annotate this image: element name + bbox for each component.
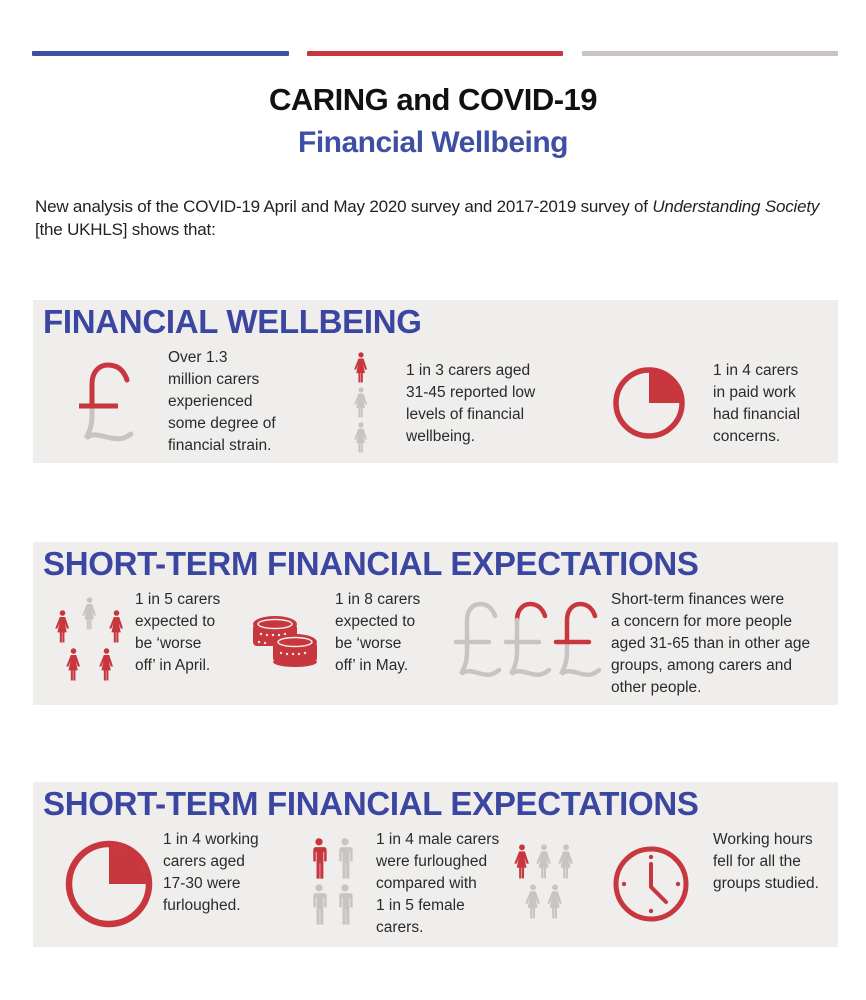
intro-paragraph (35, 195, 835, 241)
stat-male-female-furlough (376, 829, 499, 939)
section-furlough-working-hours (33, 782, 838, 947)
female-people-icon (513, 844, 583, 926)
stat-low-wellbeing (406, 360, 535, 448)
stat-line: compared with (376, 875, 477, 892)
stat-line: off’ in April. (135, 657, 211, 674)
woman-red-icon (513, 844, 531, 880)
stat-line: 1 in 4 working (163, 831, 259, 848)
stat-line: 1 in 4 carers (713, 362, 799, 379)
stat-line: in paid work (713, 384, 796, 401)
woman-red-icon (98, 648, 115, 682)
coins-icon (251, 612, 321, 668)
stat-line: Working hours (713, 831, 813, 848)
stat-line: some degree of (168, 415, 276, 432)
stat-line: wellbeing. (406, 428, 475, 445)
stat-line: furloughed. (163, 897, 241, 914)
stat-line: concerns. (713, 428, 781, 445)
intro-italic-source: Understanding Society (652, 197, 820, 216)
woman-gray-icon (524, 884, 542, 920)
section-financial-wellbeing (33, 300, 838, 463)
stat-line: other people. (611, 679, 702, 696)
man-gray-icon (309, 884, 329, 926)
stat-line: levels of financial (406, 406, 525, 423)
stat-line: 1 in 3 carers aged (406, 362, 531, 379)
woman-red-icon (108, 610, 125, 644)
stat-line: Over 1.3 (168, 349, 228, 366)
section-title: FINANCIAL WELLBEING (43, 303, 422, 340)
man-red-icon (309, 838, 329, 880)
stat-worse-off-may (335, 589, 420, 677)
header-rule-red (307, 51, 563, 56)
clock-icon (611, 844, 691, 924)
male-people-icon (309, 838, 359, 928)
stat-line: groups studied. (713, 875, 819, 892)
stat-line: carers aged (163, 853, 245, 870)
man-gray-icon (335, 838, 355, 880)
stat-line: 17-30 were (163, 875, 241, 892)
stat-line: had financial (713, 406, 801, 423)
stat-short-term-concern (611, 589, 810, 699)
woman-red-icon (353, 352, 369, 384)
stat-line: expected to (135, 613, 216, 630)
stat-line: 1 in 4 male carers (376, 831, 500, 848)
stat-line: expected to (335, 613, 416, 630)
stat-worse-off-april (135, 589, 220, 677)
stat-line: 1 in 8 carers (335, 591, 421, 608)
stat-line: fell for all the (713, 853, 801, 870)
woman-red-icon (65, 648, 82, 682)
stat-line: a concern for more people (611, 613, 792, 630)
header-rule-blue (32, 51, 289, 56)
stat-paid-work-concerns (713, 360, 800, 448)
pie-quarter-icon (63, 838, 155, 930)
stat-line: experienced (168, 393, 253, 410)
page-subtitle: Financial Wellbeing (298, 126, 568, 159)
intro-text-2: [the UKHLS] shows that: (35, 220, 216, 239)
page-title: CARING and COVID-19 (268, 82, 598, 117)
pound-sign-icon (75, 358, 145, 448)
woman-gray-icon (557, 844, 575, 880)
stat-line: million carers (168, 371, 260, 388)
pie-quarter-icon (611, 365, 687, 441)
woman-gray-icon (546, 884, 564, 920)
stat-line: off’ in May. (335, 657, 409, 674)
stat-line: 1 in 5 female (376, 897, 465, 914)
three-pounds-icon (451, 600, 603, 680)
header-rule-gray (582, 51, 838, 56)
stat-line: groups, among carers and (611, 657, 792, 674)
stat-line: 1 in 5 carers (135, 591, 221, 608)
stat-working-hours (713, 829, 819, 895)
stat-financial-strain (168, 347, 276, 457)
people-1-in-3-icon (350, 352, 372, 456)
stat-line: 31-45 reported low (406, 384, 536, 401)
stat-line: financial strain. (168, 437, 272, 454)
woman-gray-icon (353, 422, 369, 454)
stat-young-furloughed (163, 829, 259, 917)
woman-gray-icon (81, 597, 98, 631)
stat-line: aged 31-65 than in other age (611, 635, 811, 652)
woman-red-icon (54, 610, 71, 644)
woman-gray-icon (535, 844, 553, 880)
stat-line: Short-term finances were (611, 591, 785, 608)
man-gray-icon (335, 884, 355, 926)
stat-line: be ‘worse (335, 635, 402, 652)
stat-line: be ‘worse (135, 635, 202, 652)
woman-gray-icon (353, 387, 369, 419)
section-short-term-expectations (33, 542, 838, 705)
section-title: SHORT-TERM FINANCIAL EXPECTATIONS (43, 785, 699, 822)
stat-line: were furloughed (376, 853, 488, 870)
section-title: SHORT-TERM FINANCIAL EXPECTATIONS (43, 545, 699, 582)
intro-text-1: New analysis of the COVID-19 April and May 2020 survey and 2017-2019 survey of (35, 197, 653, 216)
people-group-five-icon (53, 597, 128, 687)
stat-line: carers. (376, 919, 424, 936)
